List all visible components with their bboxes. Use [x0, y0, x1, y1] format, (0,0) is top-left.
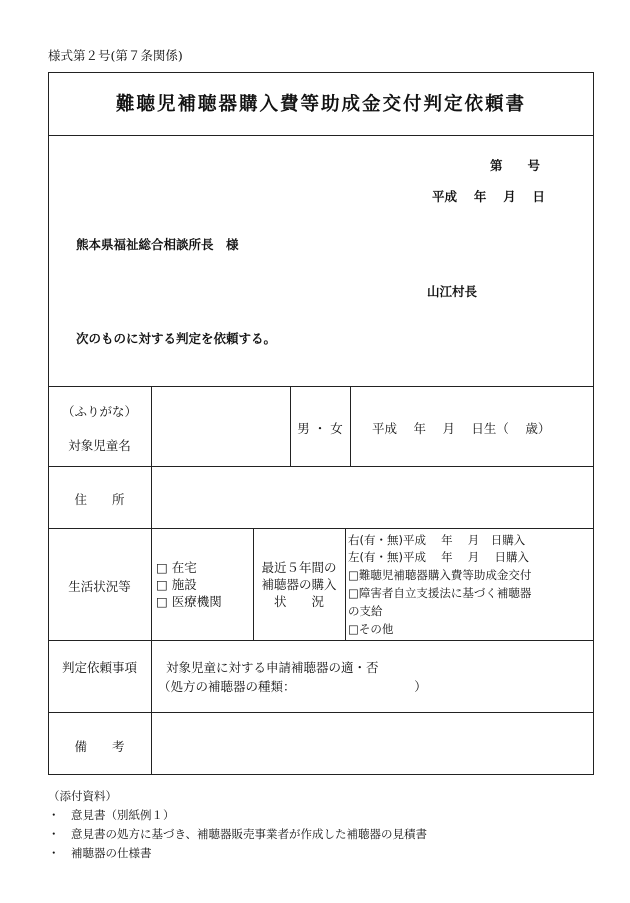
purchase-right-ear: 右(有・無)平成 年 月 日購入 [348, 533, 526, 547]
living-status-label: 生活状況等 [68, 579, 131, 594]
divider-request-row [48, 712, 594, 713]
divider-living-row [48, 640, 594, 641]
purchase-option-support-act[interactable]: □障害者自立支援法に基づく補聴器 [348, 586, 532, 600]
address-label: 住 所 [74, 492, 125, 507]
furigana-label: （ふりがな） [61, 404, 137, 419]
gender-label: 男 ・ 女 [297, 421, 343, 436]
recent-purchase-label-1: 最近５年間の [261, 560, 337, 575]
request-text: 次のものに対する判定を依頼する。 [76, 331, 277, 346]
date-label: 平成 年 月 日 [432, 189, 546, 204]
divider-header [48, 386, 594, 387]
purchase-option-subsidy[interactable]: □難聴児補聴器購入費等助成金交付 [348, 568, 532, 582]
recent-purchase-label-2: 補聴器の購入 [261, 577, 337, 592]
living-option-facility[interactable]: □ 施設 [156, 577, 197, 592]
label-column-divider [151, 386, 152, 775]
attachment-item: ・ 意見書（別紙例１） [48, 808, 175, 822]
addressee: 熊本県福祉総合相談所長 様 [76, 237, 239, 252]
attachment-item: ・ 意見書の処方に基づき、補聴器販売事業者が作成した補聴器の見積書 [48, 827, 428, 841]
remarks-label: 備 考 [74, 739, 125, 754]
purchase-option-other[interactable]: □その他 [348, 622, 394, 636]
divider-name-row [48, 466, 594, 467]
request-item-line-2: （処方の補聴器の種類： ） [158, 679, 427, 694]
form-number: 様式第２号(第７条関係) [48, 48, 183, 63]
recent-purchase-divider [345, 528, 346, 640]
living-option-home[interactable]: □ 在宅 [156, 560, 197, 575]
attachments-heading: （添付資料） [48, 789, 117, 803]
child-name-label: 対象児童名 [68, 438, 131, 453]
divider-address-row [48, 528, 594, 529]
request-item-label: 判定依頼事項 [61, 660, 137, 675]
recent-purchase-label-3: 状 況 [273, 594, 324, 609]
attachment-item: ・ 補聴器の仕様書 [48, 846, 152, 860]
purchase-option-support-act-cont: の支給 [348, 604, 383, 618]
sender: 山江村長 [427, 284, 478, 299]
number-label: 第 号 [490, 158, 541, 173]
divider-title [48, 135, 594, 136]
birth-date-label: 平成 年 月 日生（ 歳） [372, 421, 551, 436]
document-title: 難聴児補聴器購入費等助成金交付判定依頼書 [115, 94, 526, 115]
request-item-line-1: 対象児童に対する申請補聴器の適・否 [166, 660, 379, 675]
gender-birth-divider [350, 386, 351, 466]
purchase-left-ear: 左(有・無)平成 年 月 日購入 [348, 550, 529, 564]
living-option-medical[interactable]: □ 医療機関 [156, 594, 222, 609]
